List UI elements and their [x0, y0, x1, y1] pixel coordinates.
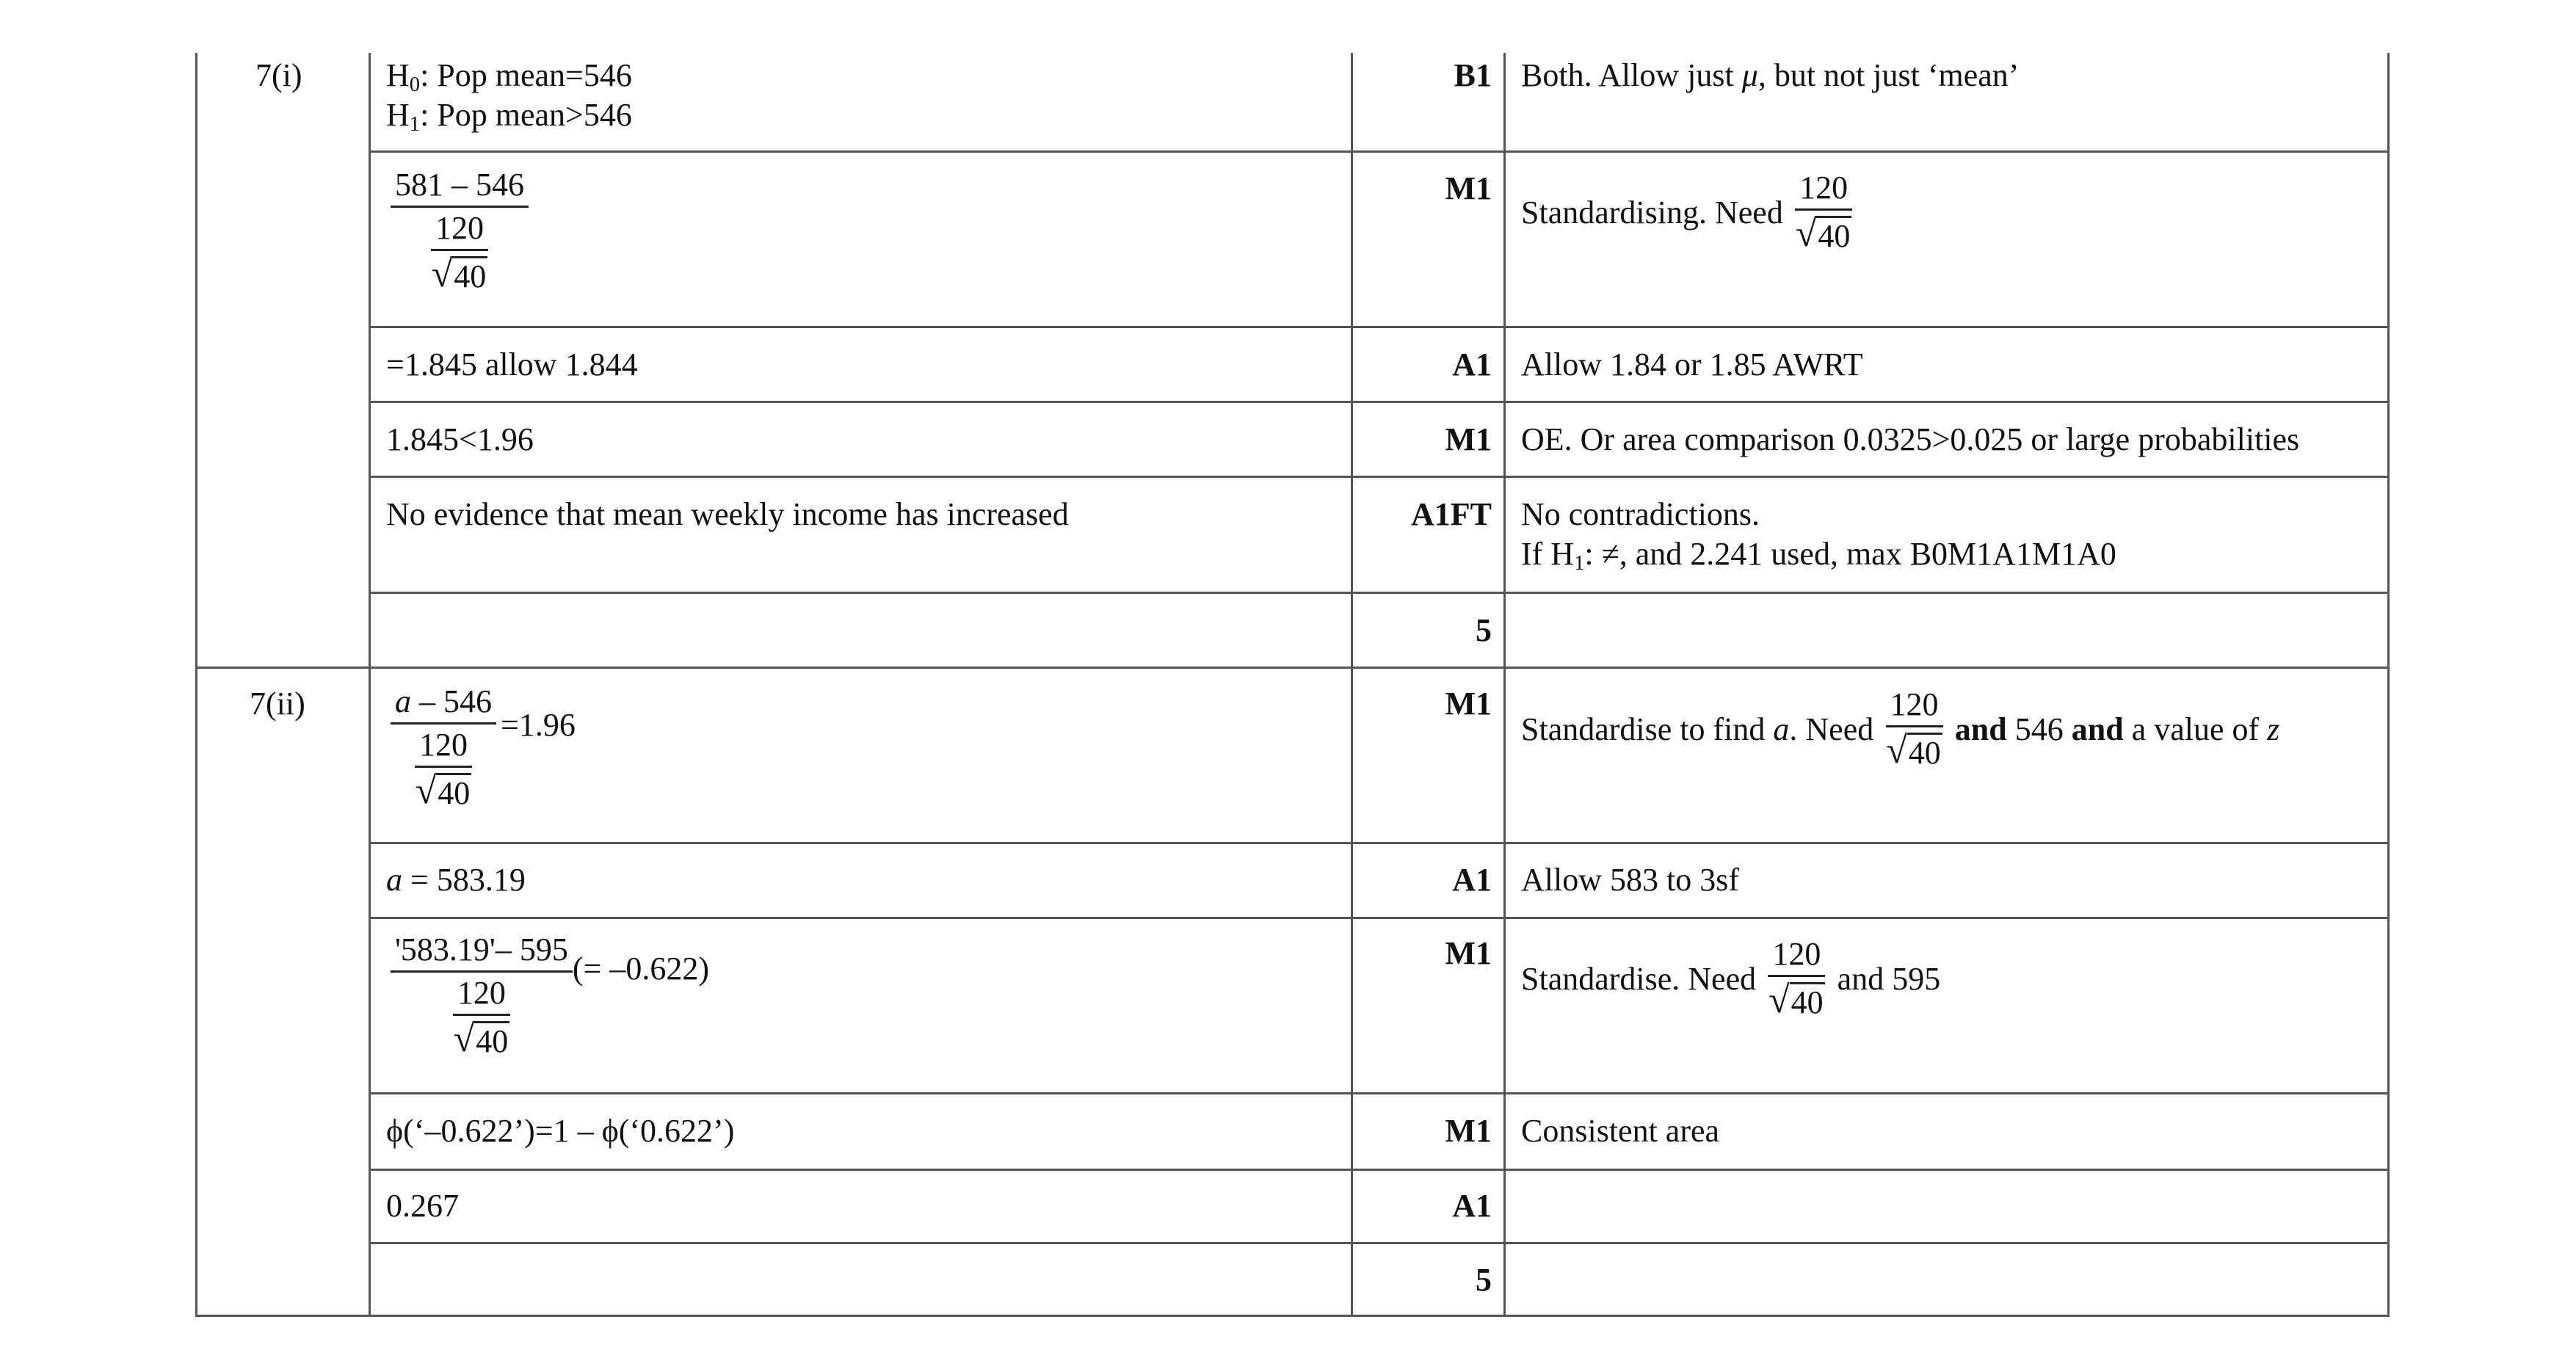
- guidance-text: OE. Or area comparison 0.0325>0.025 or large probabilities: [1521, 421, 2300, 457]
- mark-scheme-table: [195, 53, 2389, 1317]
- row-divider: [369, 917, 2389, 919]
- part-divider: [195, 667, 2389, 669]
- guidance-text: No contradictions.: [1521, 496, 1760, 532]
- table-right-border: [2387, 53, 2390, 1317]
- row-divider: [369, 476, 2389, 478]
- guidance-text: Allow 583 to 3sf: [1521, 862, 1739, 898]
- guidance-text: Standardise to find a . Need 120 √ 40 and 546 and a value of z: [1521, 686, 2280, 771]
- mark-total: 5: [1476, 612, 1492, 648]
- sqrt-sign: √ 40: [431, 253, 487, 295]
- sqrt-sign: √ 40: [1768, 979, 1824, 1021]
- mark-code: A1FT: [1411, 496, 1492, 532]
- answer-h1: $H_1$: Pop mean>546: [386, 97, 632, 137]
- row-divider: [369, 842, 2389, 844]
- sqrt-sign: √ 40: [1795, 213, 1851, 255]
- mark-code: A1: [1452, 1188, 1492, 1224]
- answer-fraction: '583.19'– 595 120 √ 40 (= –0.622): [391, 934, 709, 1058]
- column-divider: [1351, 53, 1353, 1317]
- guidance-text: Standardise. Need 120 √ 40 and 595: [1521, 936, 1941, 1021]
- mark-code: M1: [1445, 935, 1492, 971]
- answer-text: 1.845<1.96: [386, 421, 534, 457]
- answer-fraction: a – 546 120 √ 40 =1.96: [391, 686, 576, 810]
- table-left-border: [195, 53, 197, 1317]
- row-divider: [369, 150, 2389, 153]
- question-label: 7(i): [255, 57, 302, 93]
- sqrt-sign: √ 40: [453, 1018, 509, 1060]
- answer-text: =1.845 allow 1.844: [386, 346, 638, 382]
- mark-code: A1: [1452, 346, 1492, 382]
- guidance-text: Allow 1.84 or 1.85 AWRT: [1521, 346, 1863, 382]
- mark-total: 5: [1476, 1262, 1492, 1298]
- fraction-numerator: 581 – 546: [391, 169, 529, 208]
- guidance-text: If $H_1$: ≠, and 2.241 used, max B0M1A1M1A0: [1521, 536, 2116, 575]
- mark-code: M1: [1445, 170, 1492, 206]
- answer-fraction: [391, 169, 529, 294]
- answer-text: ϕ(‘–0.622’)=1 – ϕ(‘0.622’): [386, 1113, 735, 1149]
- answer-h0: $H_0$: Pop mean=546: [386, 57, 632, 97]
- column-divider: [369, 53, 371, 1317]
- table-bottom-border: [195, 1315, 2389, 1317]
- question-label: 7(ii): [250, 686, 305, 722]
- row-divider: [369, 1242, 2389, 1244]
- guidance-text: Consistent area: [1521, 1113, 1720, 1149]
- sqrt-sign: √ 40: [415, 770, 471, 812]
- mark-code: A1: [1452, 862, 1492, 898]
- guidance-text: Standardising. Need 120 √ 40: [1521, 172, 1856, 253]
- row-divider: [369, 592, 2389, 594]
- answer-text: 0.267: [386, 1188, 459, 1224]
- row-divider: [369, 1169, 2389, 1171]
- mark-code: B1: [1454, 57, 1492, 93]
- column-divider: [1503, 53, 1506, 1317]
- equation-rhs: (= –0.622): [572, 951, 709, 987]
- mark-code: M1: [1445, 421, 1492, 457]
- equation-rhs: =1.96: [501, 707, 576, 743]
- sqrt-sign: √ 40: [1886, 730, 1941, 771]
- answer-text: a = 583.19: [386, 862, 526, 898]
- row-divider: [369, 401, 2389, 403]
- mark-code: M1: [1445, 686, 1492, 722]
- guidance-text: Both. Allow just μ, but not just ‘mean’: [1521, 57, 2020, 93]
- fraction-numerator: 120: [431, 212, 488, 251]
- row-divider: [369, 326, 2389, 328]
- mark-code: M1: [1445, 1113, 1492, 1149]
- answer-text: No evidence that mean weekly income has increased: [386, 496, 1069, 532]
- row-divider: [369, 1092, 2389, 1094]
